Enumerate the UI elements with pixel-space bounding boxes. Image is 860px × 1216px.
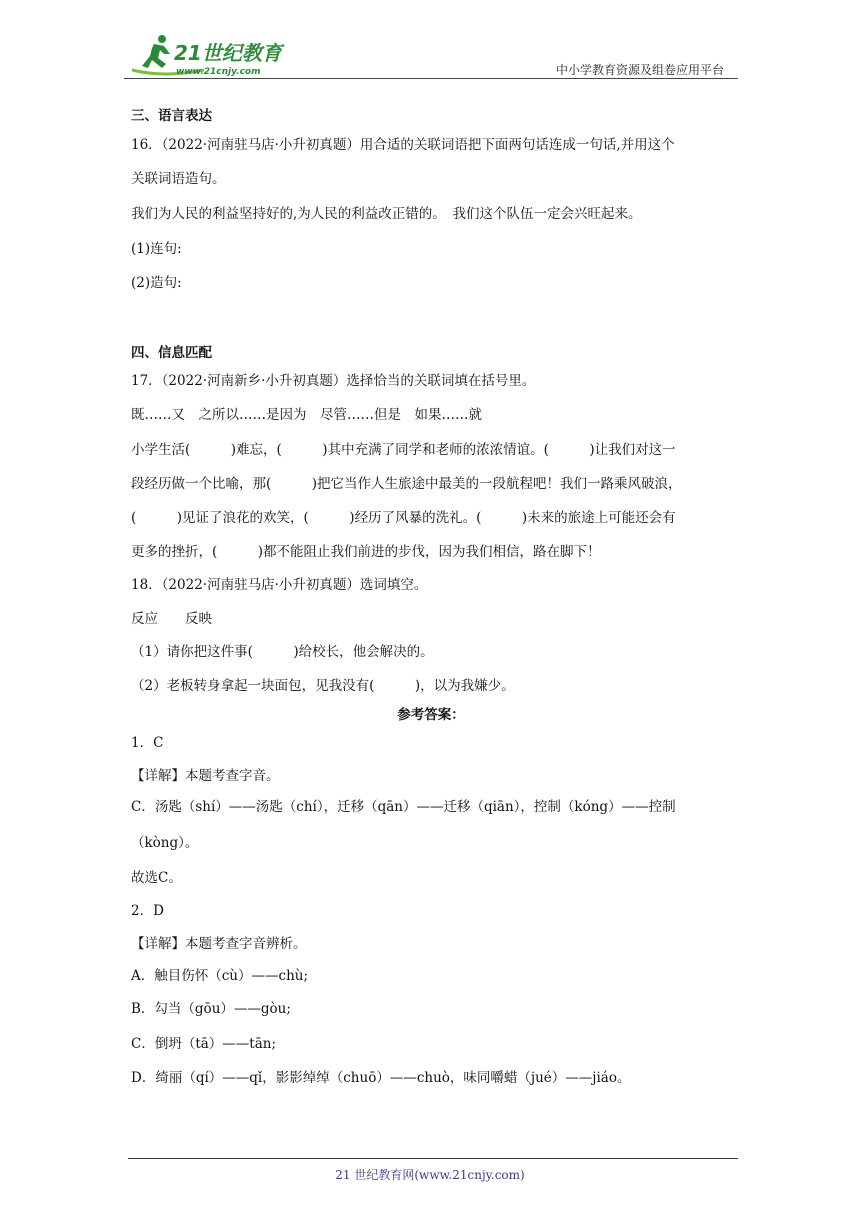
logo-icon [124, 30, 294, 78]
answer-1-detail: C．汤匙（shí）——汤匙（chí），迁移（qān）——迁移（qiān），控制（kóng）——控制 [131, 799, 676, 815]
header-divider [124, 78, 738, 79]
answer-1-explanation: 【详解】本题考查字音。 [131, 768, 280, 784]
answer-1-conclusion: 故选C。 [131, 870, 182, 886]
question-16-part-1: (1)连句: [131, 241, 182, 257]
answer-2-option-d: D．绮丽（qí）——qǐ，影影绰绰（chuō）——chuò，味同嚼蜡（jué）——jiáo。 [131, 1070, 631, 1086]
answer-2-explanation: 【详解】本题考查字音辨析。 [131, 936, 307, 952]
question-16-sentences: 我们为人民的利益坚持好的,为人民的利益改正错的。 我们这个队伍一定会兴旺起来。 [131, 206, 642, 222]
question-16-part-2: (2)造句: [131, 275, 182, 291]
section-heading: 三、语言表达 [131, 108, 212, 124]
question-18-item-2: （2）老板转身拿起一块面包，见我没有( )，以为我嫌少。 [131, 678, 515, 694]
logo-text: 21世纪教育 [174, 41, 282, 65]
logo-url: www.21cnjy.com [176, 67, 261, 77]
question-17: 17．（2022·河南新乡·小升初真题）选择恰当的关联词填在括号里。 [131, 373, 536, 389]
answer-key-heading: 参考答案： [397, 707, 465, 723]
question-18: 18．（2022·河南驻马店·小升初真题）选词填空。 [131, 577, 428, 593]
answer-2: 2．D [131, 903, 164, 919]
page-footer: 21 世纪教育网(www.21cnjy.com) [335, 1168, 525, 1182]
question-17-passage: 段经历做一个比喻，那( )把它当作人生旅途中最美的一段航程吧！我们一路乘风破浪， [131, 476, 682, 492]
question-17-passage: ( )见证了浪花的欢笑，( )经历了风暴的洗礼。( )未来的旅途上可能还会有 [131, 510, 676, 526]
question-16-cont: 关联词语造句。 [131, 171, 226, 187]
question-17-options: 既……又 之所以……是因为 尽管……但是 如果……就 [131, 407, 482, 423]
answer-2-option-c: C．倒坍（tā）——tān; [131, 1036, 277, 1052]
answer-1-detail-cont: （kòng）。 [131, 835, 199, 851]
answer-2-option-a: A．触目伤怀（cù）——chù; [131, 968, 309, 984]
question-17-passage: 小学生活( )难忘，( )其中充满了同学和老师的浓浓情谊。( )让我们对这一 [131, 442, 676, 458]
section-heading: 四、信息匹配 [131, 345, 212, 361]
footer-divider [128, 1158, 738, 1159]
question-16: 16．（2022·河南驻马店·小升初真题）用合适的关联词语把下面两句话连成一句话,并用这个 [131, 137, 675, 153]
answer-1: 1．C [131, 735, 164, 751]
answer-2-option-b: B．勾当（gōu）——gòu; [131, 1001, 291, 1017]
page-header [124, 28, 738, 78]
question-18-item-1: （1）请你把这件事( )给校长，他会解决的。 [131, 644, 434, 660]
question-18-options: 反应 反映 [131, 611, 212, 627]
question-17-passage: 更多的挫折，( )都不能阻止我们前进的步伐，因为我们相信，路在脚下！ [131, 544, 601, 560]
site-name: 中小学教育资源及组卷应用平台 [555, 63, 724, 77]
